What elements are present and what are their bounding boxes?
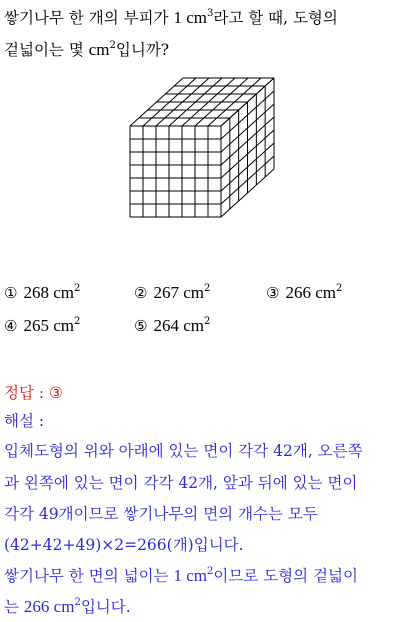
choice-3-value: 266 cm: [285, 283, 336, 302]
question-text: 쌓기나무 한 개의 부피가: [4, 9, 174, 27]
surface-area-value: 266 cm: [23, 597, 75, 616]
choice-2-mark: ②: [134, 284, 148, 302]
conclusion-line-1: [4, 566, 358, 589]
choice-4-value: 265 cm: [23, 316, 74, 335]
choice-5-mark: ⑤: [134, 317, 148, 335]
question-text: 겉넓이는 몇: [4, 41, 89, 59]
volume-exponent: 3: [206, 8, 214, 19]
answer-value: ③: [49, 384, 63, 402]
choice-1-mark: ①: [4, 284, 18, 302]
conclusion-text: 입니다.: [80, 598, 131, 616]
choice-5-exponent: 2: [203, 316, 211, 327]
explanation-line-1: 입체도형의 위와 아래에 있는 면이 각각 42개, 오른쪽: [4, 442, 363, 460]
answer-line: [4, 383, 63, 403]
surface-area-exponent: 2: [74, 597, 81, 608]
question-text: 입니까?: [115, 41, 170, 59]
conclusion-text: 는: [4, 598, 24, 616]
choice-2-exponent: 2: [203, 283, 211, 294]
explanation-line-4: (42+42+49)×2=266(개)입니다.: [4, 536, 244, 554]
choice-4[interactable]: [4, 316, 80, 336]
conclusion-text: 이므로 도형의 겉넓이: [213, 567, 358, 585]
choice-3-mark: ③: [266, 284, 280, 302]
area-unit: cm: [88, 40, 110, 59]
explanation-label: 해설 :: [4, 412, 45, 430]
choice-5[interactable]: [134, 316, 210, 336]
answer-label: 정답 :: [4, 384, 50, 402]
face-area-value: 1 cm: [173, 566, 207, 585]
choice-3[interactable]: [266, 283, 342, 303]
volume-value: 1 cm: [173, 8, 207, 27]
choice-2-value: 267 cm: [153, 283, 204, 302]
question-line-2: [4, 40, 169, 63]
explanation-line-2: 과 왼쪽에 있는 면이 각각 42개, 앞과 뒤에 있는 면이: [4, 474, 358, 492]
conclusion-line-2: [4, 597, 131, 620]
choice-1-exponent: 2: [73, 283, 81, 294]
choice-1-value: 268 cm: [23, 283, 74, 302]
face-area-exponent: 2: [206, 566, 214, 577]
question-line-1: [4, 8, 338, 31]
explanation-line-3: 각각 49개이므로 쌓기나무의 면의 개수는 모두: [4, 505, 318, 523]
stacked-cubes-figure: [126, 74, 276, 232]
choice-3-exponent: 2: [335, 283, 343, 294]
choice-1[interactable]: [4, 283, 80, 303]
question-text: 라고 할 때, 도형의: [213, 9, 338, 27]
area-exponent: 2: [109, 40, 116, 51]
choice-2[interactable]: [134, 283, 210, 303]
choice-4-exponent: 2: [73, 316, 81, 327]
conclusion-text: 쌓기나무 한 면의 넓이는: [4, 567, 174, 585]
choice-5-value: 264 cm: [153, 316, 204, 335]
choice-4-mark: ④: [4, 317, 18, 335]
